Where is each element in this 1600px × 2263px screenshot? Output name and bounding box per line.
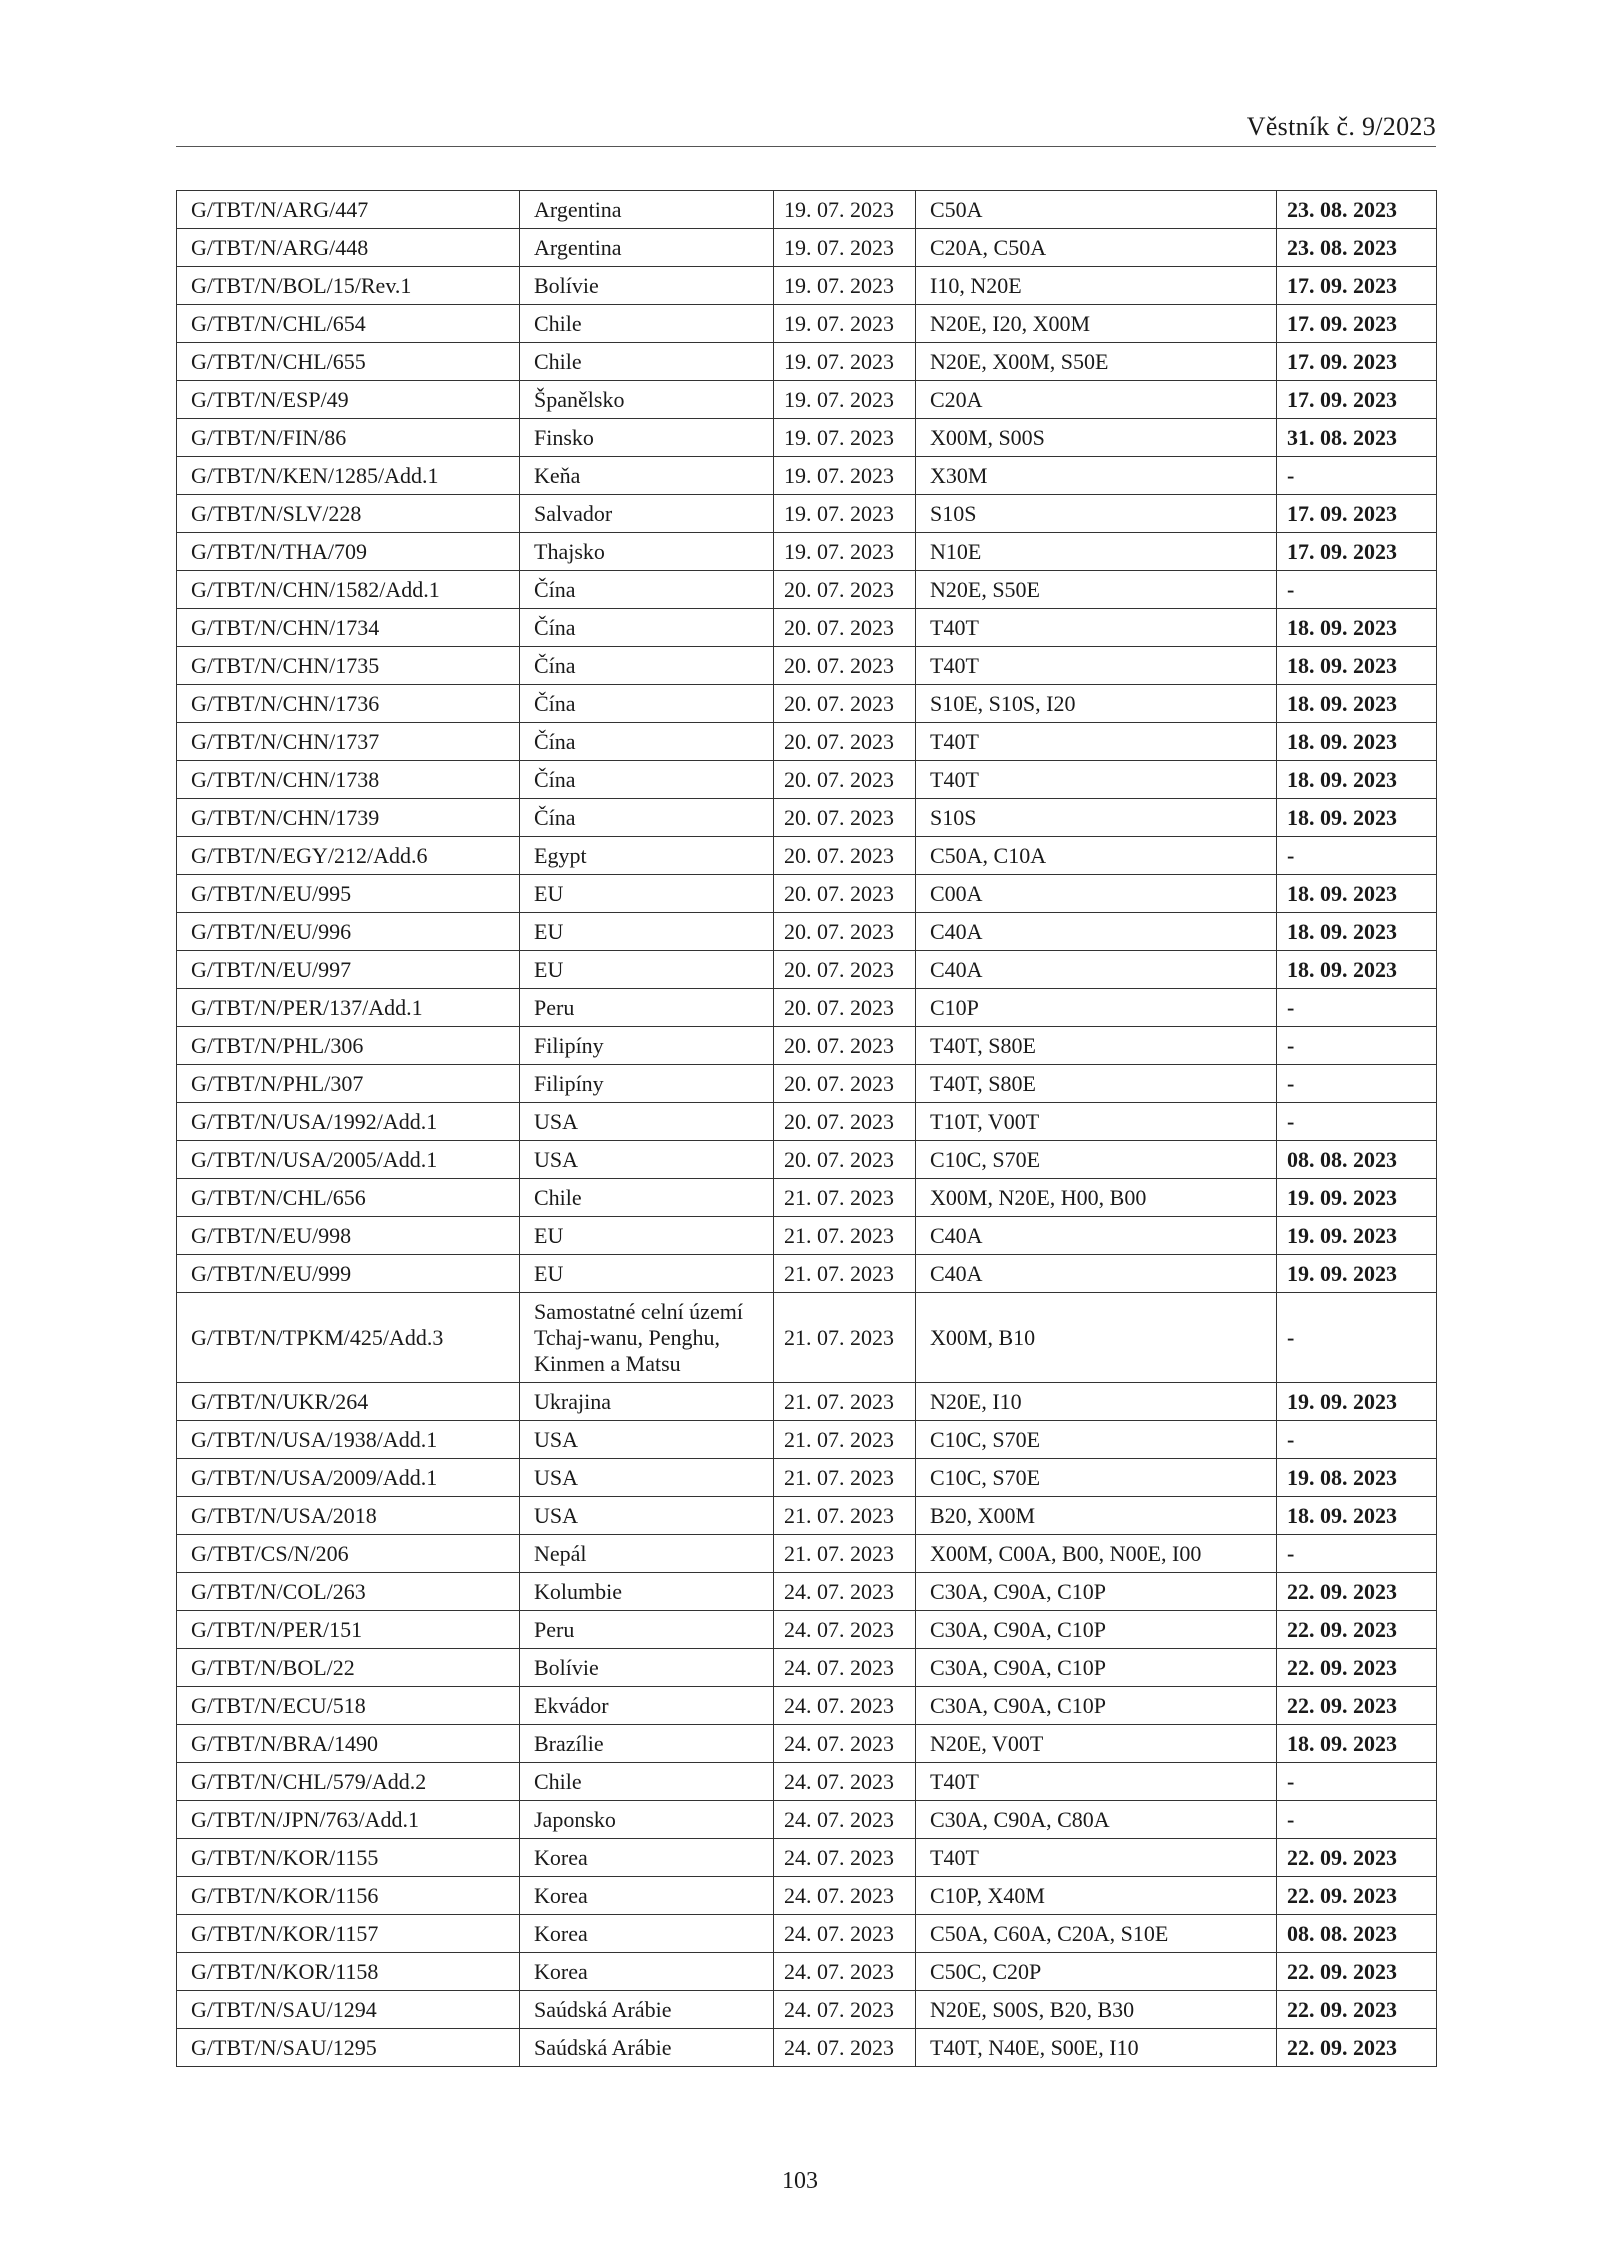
- product-codes-cell: N20E, I10: [916, 1383, 1277, 1421]
- table-row: [177, 305, 1437, 343]
- comment-deadline-cell: -: [1277, 1421, 1437, 1459]
- table-row: [177, 913, 1437, 951]
- country-cell: USA: [520, 1103, 774, 1141]
- notification-date-cell: 19. 07. 2023: [774, 495, 916, 533]
- product-codes-cell: C10C, S70E: [916, 1141, 1277, 1179]
- table-row: [177, 533, 1437, 571]
- country-cell: Filipíny: [520, 1065, 774, 1103]
- product-codes-cell: T40T: [916, 647, 1277, 685]
- comment-deadline-cell: -: [1277, 571, 1437, 609]
- country-cell: Peru: [520, 1611, 774, 1649]
- table-row: [177, 723, 1437, 761]
- comment-deadline-cell: 22. 09. 2023: [1277, 1991, 1437, 2029]
- table-row: [177, 1179, 1437, 1217]
- notification-date-cell: 20. 07. 2023: [774, 1027, 916, 1065]
- table-row: [177, 1839, 1437, 1877]
- notification-date-cell: 21. 07. 2023: [774, 1293, 916, 1383]
- comment-deadline-cell: -: [1277, 1103, 1437, 1141]
- notification-code-cell: G/TBT/N/CHN/1582/Add.1: [177, 571, 520, 609]
- notification-code-cell: G/TBT/N/UKR/264: [177, 1383, 520, 1421]
- comment-deadline-cell: 17. 09. 2023: [1277, 343, 1437, 381]
- table-row: [177, 1535, 1437, 1573]
- comment-deadline-cell: 22. 09. 2023: [1277, 1839, 1437, 1877]
- notification-code-cell: G/TBT/N/USA/1938/Add.1: [177, 1421, 520, 1459]
- table-row: [177, 951, 1437, 989]
- notification-code-cell: G/TBT/N/SLV/228: [177, 495, 520, 533]
- notification-date-cell: 20. 07. 2023: [774, 1103, 916, 1141]
- product-codes-cell: C50A: [916, 191, 1277, 229]
- comment-deadline-cell: 17. 09. 2023: [1277, 533, 1437, 571]
- country-cell: Korea: [520, 1953, 774, 1991]
- comment-deadline-cell: 17. 09. 2023: [1277, 495, 1437, 533]
- notification-date-cell: 19. 07. 2023: [774, 381, 916, 419]
- table-row: [177, 381, 1437, 419]
- notification-date-cell: 20. 07. 2023: [774, 989, 916, 1027]
- product-codes-cell: T40T: [916, 609, 1277, 647]
- product-codes-cell: C10P: [916, 989, 1277, 1027]
- product-codes-cell: N20E, V00T: [916, 1725, 1277, 1763]
- product-codes-cell: C20A: [916, 381, 1277, 419]
- notification-code-cell: G/TBT/N/KOR/1157: [177, 1915, 520, 1953]
- product-codes-cell: C30A, C90A, C10P: [916, 1649, 1277, 1687]
- notification-code-cell: G/TBT/N/USA/2018: [177, 1497, 520, 1535]
- product-codes-cell: N10E: [916, 533, 1277, 571]
- comment-deadline-cell: 22. 09. 2023: [1277, 1877, 1437, 1915]
- notification-code-cell: G/TBT/N/COL/263: [177, 1573, 520, 1611]
- table-row: [177, 1801, 1437, 1839]
- country-cell: Chile: [520, 1763, 774, 1801]
- comment-deadline-cell: 19. 09. 2023: [1277, 1383, 1437, 1421]
- country-cell: Bolívie: [520, 267, 774, 305]
- product-codes-cell: X00M, B10: [916, 1293, 1277, 1383]
- notification-date-cell: 20. 07. 2023: [774, 571, 916, 609]
- comment-deadline-cell: 18. 09. 2023: [1277, 685, 1437, 723]
- notification-code-cell: G/TBT/N/CHL/656: [177, 1179, 520, 1217]
- product-codes-cell: C00A: [916, 875, 1277, 913]
- notification-code-cell: G/TBT/N/EU/996: [177, 913, 520, 951]
- country-cell: Chile: [520, 343, 774, 381]
- country-cell: Keňa: [520, 457, 774, 495]
- country-cell: Samostatné celní území Tchaj-wanu, Penghu, Kinmen a Matsu: [520, 1293, 774, 1383]
- table-row: [177, 1459, 1437, 1497]
- comment-deadline-cell: 22. 09. 2023: [1277, 1687, 1437, 1725]
- table-row: [177, 457, 1437, 495]
- product-codes-cell: N20E, X00M, S50E: [916, 343, 1277, 381]
- notification-code-cell: G/TBT/N/USA/2009/Add.1: [177, 1459, 520, 1497]
- table-row: [177, 571, 1437, 609]
- notification-date-cell: 24. 07. 2023: [774, 1573, 916, 1611]
- country-cell: Čína: [520, 647, 774, 685]
- country-cell: Čína: [520, 685, 774, 723]
- notification-code-cell: G/TBT/N/EU/999: [177, 1255, 520, 1293]
- comment-deadline-cell: 19. 08. 2023: [1277, 1459, 1437, 1497]
- comment-deadline-cell: 18. 09. 2023: [1277, 723, 1437, 761]
- country-cell: Filipíny: [520, 1027, 774, 1065]
- notification-date-cell: 24. 07. 2023: [774, 1649, 916, 1687]
- notification-date-cell: 24. 07. 2023: [774, 1839, 916, 1877]
- notification-code-cell: G/TBT/N/PHL/307: [177, 1065, 520, 1103]
- product-codes-cell: S10S: [916, 799, 1277, 837]
- country-cell: Brazílie: [520, 1725, 774, 1763]
- notification-code-cell: G/TBT/N/CHL/655: [177, 343, 520, 381]
- comment-deadline-cell: 18. 09. 2023: [1277, 609, 1437, 647]
- notification-code-cell: G/TBT/N/USA/2005/Add.1: [177, 1141, 520, 1179]
- notification-date-cell: 19. 07. 2023: [774, 419, 916, 457]
- table-row: [177, 1611, 1437, 1649]
- product-codes-cell: C40A: [916, 951, 1277, 989]
- table-row: [177, 267, 1437, 305]
- country-cell: Japonsko: [520, 1801, 774, 1839]
- product-codes-cell: C10P, X40M: [916, 1877, 1277, 1915]
- country-cell: Ukrajina: [520, 1383, 774, 1421]
- table-row: [177, 343, 1437, 381]
- comment-deadline-cell: 22. 09. 2023: [1277, 1649, 1437, 1687]
- table-row: [177, 1763, 1437, 1801]
- notification-date-cell: 20. 07. 2023: [774, 951, 916, 989]
- notification-date-cell: 24. 07. 2023: [774, 1953, 916, 1991]
- notification-code-cell: G/TBT/N/SAU/1294: [177, 1991, 520, 2029]
- comment-deadline-cell: -: [1277, 457, 1437, 495]
- country-cell: Argentina: [520, 191, 774, 229]
- notification-date-cell: 24. 07. 2023: [774, 1915, 916, 1953]
- table-row: [177, 1991, 1437, 2029]
- comment-deadline-cell: 22. 09. 2023: [1277, 2029, 1437, 2067]
- product-codes-cell: C40A: [916, 1255, 1277, 1293]
- notification-code-cell: G/TBT/N/EU/995: [177, 875, 520, 913]
- table-row: [177, 1497, 1437, 1535]
- notification-code-cell: G/TBT/N/KEN/1285/Add.1: [177, 457, 520, 495]
- country-cell: Argentina: [520, 229, 774, 267]
- comment-deadline-cell: 23. 08. 2023: [1277, 229, 1437, 267]
- product-codes-cell: C40A: [916, 1217, 1277, 1255]
- comment-deadline-cell: 19. 09. 2023: [1277, 1217, 1437, 1255]
- page-header: [176, 110, 1436, 147]
- notification-code-cell: G/TBT/N/EGY/212/Add.6: [177, 837, 520, 875]
- notification-code-cell: G/TBT/N/JPN/763/Add.1: [177, 1801, 520, 1839]
- product-codes-cell: T40T, N40E, S00E, I10: [916, 2029, 1277, 2067]
- notifications-table: [176, 190, 1437, 2067]
- table-row: [177, 837, 1437, 875]
- table-row: [177, 609, 1437, 647]
- table-row: [177, 1725, 1437, 1763]
- country-cell: Korea: [520, 1915, 774, 1953]
- notification-code-cell: G/TBT/N/BOL/15/Rev.1: [177, 267, 520, 305]
- table-row: [177, 495, 1437, 533]
- country-cell: Chile: [520, 305, 774, 343]
- comment-deadline-cell: 18. 09. 2023: [1277, 1725, 1437, 1763]
- table-row: [177, 229, 1437, 267]
- country-cell: Thajsko: [520, 533, 774, 571]
- table-row: [177, 2029, 1437, 2067]
- notification-date-cell: 20. 07. 2023: [774, 647, 916, 685]
- comment-deadline-cell: 19. 09. 2023: [1277, 1255, 1437, 1293]
- notification-date-cell: 21. 07. 2023: [774, 1421, 916, 1459]
- comment-deadline-cell: 19. 09. 2023: [1277, 1179, 1437, 1217]
- table-row: [177, 1065, 1437, 1103]
- notification-date-cell: 19. 07. 2023: [774, 267, 916, 305]
- country-cell: EU: [520, 913, 774, 951]
- product-codes-cell: C20A, C50A: [916, 229, 1277, 267]
- notification-code-cell: G/TBT/N/PER/151: [177, 1611, 520, 1649]
- country-cell: Čína: [520, 723, 774, 761]
- notification-code-cell: G/TBT/N/KOR/1158: [177, 1953, 520, 1991]
- table-row: [177, 1421, 1437, 1459]
- notification-date-cell: 21. 07. 2023: [774, 1383, 916, 1421]
- table-row: [177, 1573, 1437, 1611]
- notification-code-cell: G/TBT/N/PER/137/Add.1: [177, 989, 520, 1027]
- country-cell: USA: [520, 1497, 774, 1535]
- notification-code-cell: G/TBT/N/TPKM/425/Add.3: [177, 1293, 520, 1383]
- notification-date-cell: 24. 07. 2023: [774, 2029, 916, 2067]
- notification-code-cell: G/TBT/N/USA/1992/Add.1: [177, 1103, 520, 1141]
- notification-date-cell: 19. 07. 2023: [774, 229, 916, 267]
- country-cell: Bolívie: [520, 1649, 774, 1687]
- comment-deadline-cell: 17. 09. 2023: [1277, 381, 1437, 419]
- page-footer: [0, 2168, 1600, 2195]
- notification-code-cell: G/TBT/N/FIN/86: [177, 419, 520, 457]
- table-row: [177, 1915, 1437, 1953]
- bulletin-title: Věstník č. 9/2023: [1246, 112, 1436, 141]
- product-codes-cell: C10C, S70E: [916, 1421, 1277, 1459]
- product-codes-cell: C30A, C90A, C10P: [916, 1573, 1277, 1611]
- notification-date-cell: 20. 07. 2023: [774, 1141, 916, 1179]
- country-cell: Peru: [520, 989, 774, 1027]
- notification-date-cell: 20. 07. 2023: [774, 875, 916, 913]
- country-cell: Korea: [520, 1877, 774, 1915]
- comment-deadline-cell: -: [1277, 989, 1437, 1027]
- comment-deadline-cell: 18. 09. 2023: [1277, 647, 1437, 685]
- comment-deadline-cell: 18. 09. 2023: [1277, 875, 1437, 913]
- table-row: [177, 419, 1437, 457]
- product-codes-cell: N20E, I20, X00M: [916, 305, 1277, 343]
- country-cell: EU: [520, 1255, 774, 1293]
- product-codes-cell: T40T: [916, 1839, 1277, 1877]
- notification-code-cell: G/TBT/N/CHL/579/Add.2: [177, 1763, 520, 1801]
- comment-deadline-cell: 08. 08. 2023: [1277, 1141, 1437, 1179]
- product-codes-cell: S10S: [916, 495, 1277, 533]
- country-cell: Saúdská Arábie: [520, 2029, 774, 2067]
- product-codes-cell: T40T, S80E: [916, 1027, 1277, 1065]
- notification-code-cell: G/TBT/N/CHN/1735: [177, 647, 520, 685]
- product-codes-cell: X00M, S00S: [916, 419, 1277, 457]
- notification-date-cell: 21. 07. 2023: [774, 1459, 916, 1497]
- country-cell: Španělsko: [520, 381, 774, 419]
- country-cell: USA: [520, 1459, 774, 1497]
- notification-date-cell: 20. 07. 2023: [774, 913, 916, 951]
- notification-date-cell: 21. 07. 2023: [774, 1497, 916, 1535]
- notification-code-cell: G/TBT/N/SAU/1295: [177, 2029, 520, 2067]
- product-codes-cell: N20E, S50E: [916, 571, 1277, 609]
- table-row: [177, 1217, 1437, 1255]
- comment-deadline-cell: -: [1277, 1535, 1437, 1573]
- notification-date-cell: 21. 07. 2023: [774, 1535, 916, 1573]
- notification-date-cell: 20. 07. 2023: [774, 1065, 916, 1103]
- country-cell: Egypt: [520, 837, 774, 875]
- table-row: [177, 1293, 1437, 1383]
- notification-code-cell: G/TBT/N/EU/998: [177, 1217, 520, 1255]
- country-cell: Ekvádor: [520, 1687, 774, 1725]
- notification-date-cell: 21. 07. 2023: [774, 1217, 916, 1255]
- comment-deadline-cell: 18. 09. 2023: [1277, 913, 1437, 951]
- table-row: [177, 1383, 1437, 1421]
- table-row: [177, 1141, 1437, 1179]
- product-codes-cell: C50C, C20P: [916, 1953, 1277, 1991]
- notification-date-cell: 21. 07. 2023: [774, 1179, 916, 1217]
- comment-deadline-cell: 22. 09. 2023: [1277, 1611, 1437, 1649]
- country-cell: Korea: [520, 1839, 774, 1877]
- comment-deadline-cell: -: [1277, 1801, 1437, 1839]
- comment-deadline-cell: 18. 09. 2023: [1277, 799, 1437, 837]
- product-codes-cell: C40A: [916, 913, 1277, 951]
- notification-date-cell: 20. 07. 2023: [774, 837, 916, 875]
- comment-deadline-cell: 22. 09. 2023: [1277, 1953, 1437, 1991]
- table-row: [177, 761, 1437, 799]
- notification-date-cell: 19. 07. 2023: [774, 533, 916, 571]
- product-codes-cell: X00M, N20E, H00, B00: [916, 1179, 1277, 1217]
- table-row: [177, 799, 1437, 837]
- comment-deadline-cell: -: [1277, 1763, 1437, 1801]
- notification-date-cell: 24. 07. 2023: [774, 1611, 916, 1649]
- table-row: [177, 647, 1437, 685]
- notification-code-cell: G/TBT/N/ARG/448: [177, 229, 520, 267]
- notification-code-cell: G/TBT/N/ECU/518: [177, 1687, 520, 1725]
- notification-code-cell: G/TBT/N/CHL/654: [177, 305, 520, 343]
- table-body: [177, 191, 1437, 2067]
- country-cell: Chile: [520, 1179, 774, 1217]
- product-codes-cell: T40T: [916, 723, 1277, 761]
- comment-deadline-cell: 22. 09. 2023: [1277, 1573, 1437, 1611]
- comment-deadline-cell: 17. 09. 2023: [1277, 267, 1437, 305]
- product-codes-cell: C30A, C90A, C10P: [916, 1687, 1277, 1725]
- comment-deadline-cell: 31. 08. 2023: [1277, 419, 1437, 457]
- notification-date-cell: 19. 07. 2023: [774, 305, 916, 343]
- product-codes-cell: C30A, C90A, C80A: [916, 1801, 1277, 1839]
- notification-date-cell: 24. 07. 2023: [774, 1725, 916, 1763]
- notification-date-cell: 20. 07. 2023: [774, 685, 916, 723]
- country-cell: EU: [520, 951, 774, 989]
- country-cell: EU: [520, 875, 774, 913]
- notification-date-cell: 24. 07. 2023: [774, 1877, 916, 1915]
- country-cell: Čína: [520, 609, 774, 647]
- product-codes-cell: T40T: [916, 761, 1277, 799]
- comment-deadline-cell: 18. 09. 2023: [1277, 951, 1437, 989]
- comment-deadline-cell: 18. 09. 2023: [1277, 1497, 1437, 1535]
- notification-code-cell: G/TBT/N/KOR/1155: [177, 1839, 520, 1877]
- product-codes-cell: T40T, S80E: [916, 1065, 1277, 1103]
- notification-date-cell: 24. 07. 2023: [774, 1991, 916, 2029]
- product-codes-cell: C50A, C60A, C20A, S10E: [916, 1915, 1277, 1953]
- comment-deadline-cell: 08. 08. 2023: [1277, 1915, 1437, 1953]
- product-codes-cell: C50A, C10A: [916, 837, 1277, 875]
- notification-code-cell: G/TBT/N/PHL/306: [177, 1027, 520, 1065]
- country-cell: Kolumbie: [520, 1573, 774, 1611]
- notification-date-cell: 19. 07. 2023: [774, 191, 916, 229]
- page-number: 103: [782, 2168, 818, 2194]
- country-cell: Čína: [520, 761, 774, 799]
- notification-date-cell: 21. 07. 2023: [774, 1255, 916, 1293]
- product-codes-cell: N20E, S00S, B20, B30: [916, 1991, 1277, 2029]
- product-codes-cell: T10T, V00T: [916, 1103, 1277, 1141]
- table-row: [177, 875, 1437, 913]
- table-row: [177, 685, 1437, 723]
- notification-date-cell: 20. 07. 2023: [774, 723, 916, 761]
- table-row: [177, 191, 1437, 229]
- country-cell: Saúdská Arábie: [520, 1991, 774, 2029]
- notification-code-cell: G/TBT/N/CHN/1736: [177, 685, 520, 723]
- country-cell: USA: [520, 1141, 774, 1179]
- notification-date-cell: 20. 07. 2023: [774, 609, 916, 647]
- comment-deadline-cell: -: [1277, 837, 1437, 875]
- product-codes-cell: X00M, C00A, B00, N00E, I00: [916, 1535, 1277, 1573]
- table-row: [177, 989, 1437, 1027]
- comment-deadline-cell: 17. 09. 2023: [1277, 305, 1437, 343]
- product-codes-cell: C10C, S70E: [916, 1459, 1277, 1497]
- notification-date-cell: 24. 07. 2023: [774, 1801, 916, 1839]
- table-row: [177, 1255, 1437, 1293]
- comment-deadline-cell: 18. 09. 2023: [1277, 761, 1437, 799]
- country-cell: EU: [520, 1217, 774, 1255]
- notification-code-cell: G/TBT/CS/N/206: [177, 1535, 520, 1573]
- product-codes-cell: S10E, S10S, I20: [916, 685, 1277, 723]
- notification-code-cell: G/TBT/N/EU/997: [177, 951, 520, 989]
- comment-deadline-cell: -: [1277, 1293, 1437, 1383]
- table-row: [177, 1687, 1437, 1725]
- notification-code-cell: G/TBT/N/CHN/1739: [177, 799, 520, 837]
- table-row: [177, 1103, 1437, 1141]
- product-codes-cell: B20, X00M: [916, 1497, 1277, 1535]
- table-row: [177, 1877, 1437, 1915]
- notification-date-cell: 20. 07. 2023: [774, 799, 916, 837]
- notification-date-cell: 20. 07. 2023: [774, 761, 916, 799]
- country-cell: Čína: [520, 799, 774, 837]
- notification-code-cell: G/TBT/N/THA/709: [177, 533, 520, 571]
- product-codes-cell: X30M: [916, 457, 1277, 495]
- comment-deadline-cell: -: [1277, 1065, 1437, 1103]
- notification-code-cell: G/TBT/N/ESP/49: [177, 381, 520, 419]
- table-row: [177, 1027, 1437, 1065]
- country-cell: Salvador: [520, 495, 774, 533]
- country-cell: Nepál: [520, 1535, 774, 1573]
- notification-date-cell: 24. 07. 2023: [774, 1763, 916, 1801]
- notification-code-cell: G/TBT/N/BRA/1490: [177, 1725, 520, 1763]
- country-cell: USA: [520, 1421, 774, 1459]
- notification-code-cell: G/TBT/N/BOL/22: [177, 1649, 520, 1687]
- notification-code-cell: G/TBT/N/CHN/1738: [177, 761, 520, 799]
- notification-code-cell: G/TBT/N/CHN/1737: [177, 723, 520, 761]
- country-cell: Finsko: [520, 419, 774, 457]
- notification-code-cell: G/TBT/N/ARG/447: [177, 191, 520, 229]
- product-codes-cell: C30A, C90A, C10P: [916, 1611, 1277, 1649]
- notification-code-cell: G/TBT/N/KOR/1156: [177, 1877, 520, 1915]
- country-cell: Čína: [520, 571, 774, 609]
- product-codes-cell: T40T: [916, 1763, 1277, 1801]
- notification-date-cell: 19. 07. 2023: [774, 343, 916, 381]
- product-codes-cell: I10, N20E: [916, 267, 1277, 305]
- notification-date-cell: 24. 07. 2023: [774, 1687, 916, 1725]
- comment-deadline-cell: -: [1277, 1027, 1437, 1065]
- notification-code-cell: G/TBT/N/CHN/1734: [177, 609, 520, 647]
- table-row: [177, 1649, 1437, 1687]
- table-row: [177, 1953, 1437, 1991]
- comment-deadline-cell: 23. 08. 2023: [1277, 191, 1437, 229]
- notification-date-cell: 19. 07. 2023: [774, 457, 916, 495]
